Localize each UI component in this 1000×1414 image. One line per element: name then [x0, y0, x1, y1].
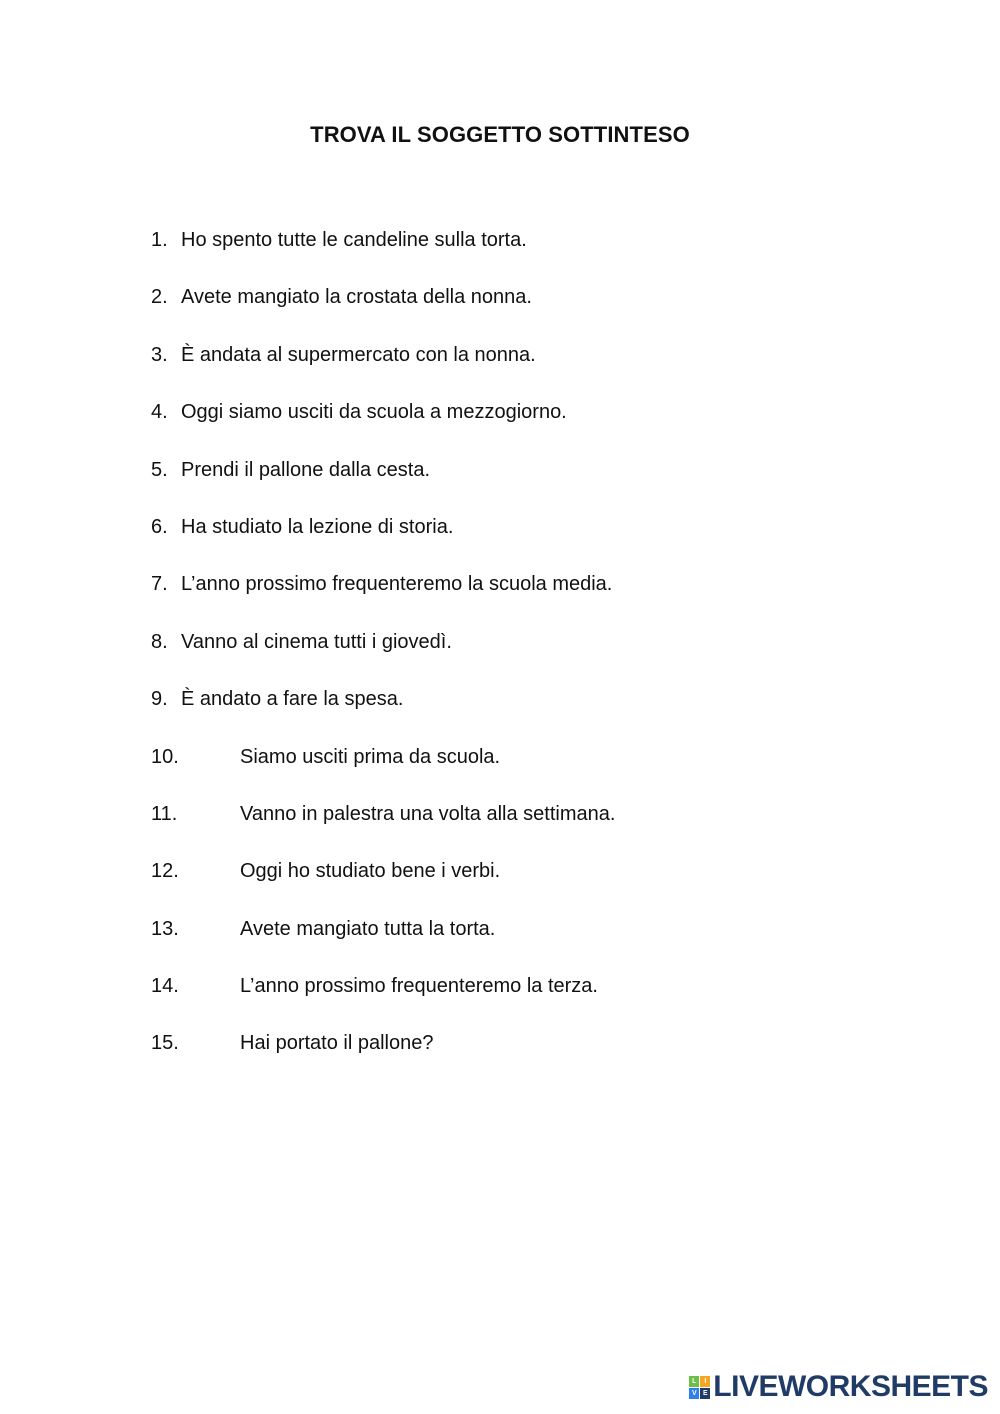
list-item	[151, 341, 911, 398]
item-number: 12.	[151, 860, 179, 883]
list-item	[151, 628, 911, 685]
item-sentence: Ho spento tutte le candeline sulla torta.	[181, 229, 527, 251]
item-number: 15.	[151, 1032, 179, 1055]
logo-mark-cell: V	[689, 1388, 699, 1399]
item-sentence: Vanno al cinema tutti i giovedì.	[181, 630, 452, 653]
logo-mark-cell: I	[700, 1376, 710, 1387]
item-number: 7.	[151, 573, 168, 596]
list-item	[151, 513, 911, 570]
list-item	[151, 1029, 911, 1086]
item-number: 13.	[151, 917, 179, 940]
item-sentence: L’anno prossimo frequenteremo la terza.	[240, 975, 598, 998]
logo-mark-cell: L	[689, 1376, 699, 1387]
item-sentence: Avete mangiato tutta la torta.	[240, 917, 496, 940]
list-item	[151, 570, 911, 627]
list-item	[151, 456, 911, 513]
liveworksheets-logo	[689, 1370, 988, 1404]
list-item	[151, 685, 911, 742]
item-sentence: Oggi siamo usciti da scuola a mezzogiorno.	[181, 401, 567, 424]
exercise-list	[151, 226, 911, 1087]
item-number: 4.	[151, 401, 168, 424]
list-item	[151, 915, 911, 972]
item-number: 1.	[151, 229, 168, 251]
logo-mark-cell: E	[700, 1388, 710, 1399]
list-item	[151, 226, 911, 283]
list-item	[151, 283, 911, 340]
item-number: 3.	[151, 343, 168, 366]
item-sentence: L’anno prossimo frequenteremo la scuola media.	[181, 573, 613, 596]
list-item	[151, 398, 911, 455]
item-number: 10.	[151, 745, 179, 768]
item-sentence: Hai portato il pallone?	[240, 1032, 434, 1055]
item-sentence: Avete mangiato la crostata della nonna.	[181, 286, 532, 309]
item-number: 8.	[151, 630, 168, 653]
item-sentence: È andata al supermercato con la nonna.	[181, 343, 536, 366]
logo-text: LIVEWORKSHEETS	[713, 1370, 988, 1403]
item-number: 5.	[151, 458, 168, 481]
list-item	[151, 800, 911, 857]
page-title: TROVA IL SOGGETTO SOTTINTESO	[310, 122, 690, 147]
item-number: 9.	[151, 688, 168, 711]
logo-mark-icon	[689, 1376, 710, 1399]
list-item	[151, 857, 911, 914]
item-sentence: Ha studiato la lezione di storia.	[181, 515, 454, 538]
item-number: 14.	[151, 975, 179, 998]
item-number: 11.	[151, 802, 178, 825]
item-number: 6.	[151, 515, 168, 538]
item-sentence: Prendi il pallone dalla cesta.	[181, 458, 431, 481]
item-sentence: Oggi ho studiato bene i verbi.	[240, 860, 501, 883]
item-sentence: Vanno in palestra una volta alla settimana.	[240, 802, 616, 825]
item-number: 2.	[151, 286, 168, 309]
list-item	[151, 743, 911, 800]
item-sentence: È andato a fare la spesa.	[181, 688, 404, 711]
item-sentence: Siamo usciti prima da scuola.	[240, 745, 501, 768]
list-item	[151, 972, 911, 1029]
